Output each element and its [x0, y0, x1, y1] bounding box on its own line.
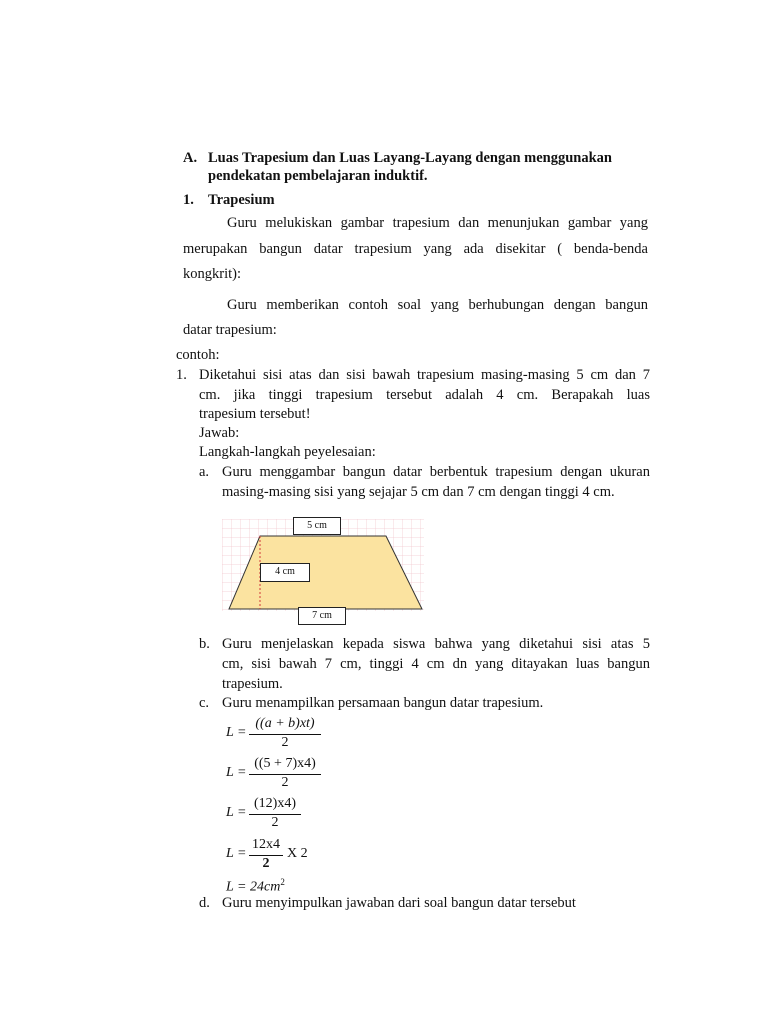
eq5-sup: 2: [280, 877, 285, 887]
example-label: contoh:: [176, 347, 220, 363]
eq3-denominator: 2: [271, 815, 279, 830]
eq3-fraction: [247, 796, 303, 832]
problem-line1: Diketahui sisi atas dan sisi bawah trapesium masing-masing 5 cm dan 7: [199, 367, 650, 383]
eq1-numerator: ((a + b)xt): [255, 716, 315, 731]
eq3-numerator: (12)x4): [254, 796, 296, 811]
eq4-denominator: 2: [262, 856, 270, 871]
answer-label: Jawab:: [199, 425, 240, 441]
eq1-lhs: L =: [226, 725, 247, 740]
para1-line2: merupakan bangun datar trapesium yang ada disekitar ( benda-benda: [183, 241, 648, 257]
step-b-line2: cm, sisi bawah 7 cm, tinggi 4 cm dn yang ditayakan luas bangun: [222, 656, 650, 672]
eq5-text: L = 24cm: [226, 879, 281, 895]
top-side-label: 5 cm: [293, 517, 341, 535]
steps-label: Langkah-langkah peyelesaian:: [199, 444, 376, 460]
para1-line1: Guru melukiskan gambar trapesium dan menunjukan gambar yang: [227, 215, 648, 231]
bottom-side-label: 7 cm: [298, 607, 346, 625]
eq2-fraction: [247, 756, 323, 792]
eq2-numerator: ((5 + 7)x4): [254, 756, 316, 771]
step-a-line2: masing-masing sisi yang sejajar 5 cm dan 7 cm dengan tinggi 4 cm.: [222, 484, 615, 500]
eq4-numerator: 12x4: [252, 837, 280, 852]
step-c-line1: Guru menampilkan persamaan bangun datar trapesium.: [222, 695, 544, 711]
eq3-lhs: L =: [226, 805, 247, 820]
problem-line3: trapesium tersebut!: [199, 406, 311, 422]
section-title-line2: pendekatan pembelajaran induktif.: [208, 168, 428, 184]
step-a-line1: Guru menggambar bangun datar berbentuk trapesium dengan ukuran: [222, 464, 650, 480]
step-d-line1: Guru menyimpulkan jawaban dari soal bangun datar tersebut: [222, 895, 576, 911]
step-a-marker: a.: [199, 464, 210, 480]
section-marker: A.: [183, 150, 198, 166]
step-b-line1: Guru menjelaskan kepada siswa bahwa yang diketahui sisi atas 5: [222, 636, 650, 652]
height-label: 4 cm: [260, 563, 310, 582]
step-d-marker: d.: [199, 895, 210, 911]
step-b-marker: b.: [199, 636, 210, 652]
subsection-marker: 1.: [183, 192, 194, 208]
step-c-marker: c.: [199, 695, 210, 711]
problem-marker: 1.: [176, 367, 187, 383]
para2-line1: Guru memberikan contoh soal yang berhubungan dengan bangun: [227, 297, 648, 313]
para1-line3: kongkrit):: [183, 266, 241, 282]
problem-line2: cm. jika tinggi trapesium tersebut adalah 4 cm. Berapakah luas: [199, 387, 650, 403]
eq1-denominator: 2: [281, 735, 289, 750]
eq4-suffix: X 2: [287, 846, 308, 861]
step-b-line3: trapesium.: [222, 676, 283, 692]
eq2-lhs: L =: [226, 765, 247, 780]
subsection-title: Trapesium: [208, 192, 275, 208]
eq4-fraction: [247, 837, 285, 873]
eq5-result: [226, 877, 285, 896]
eq4-lhs: L =: [226, 846, 247, 861]
eq1-fraction: [247, 716, 323, 752]
trapezoid-figure: [222, 519, 424, 621]
eq2-denominator: 2: [281, 775, 289, 790]
para2-line2: datar trapesium:: [183, 322, 277, 338]
section-title-line1: Luas Trapesium dan Luas Layang-Layang dengan menggunakan: [208, 150, 612, 166]
